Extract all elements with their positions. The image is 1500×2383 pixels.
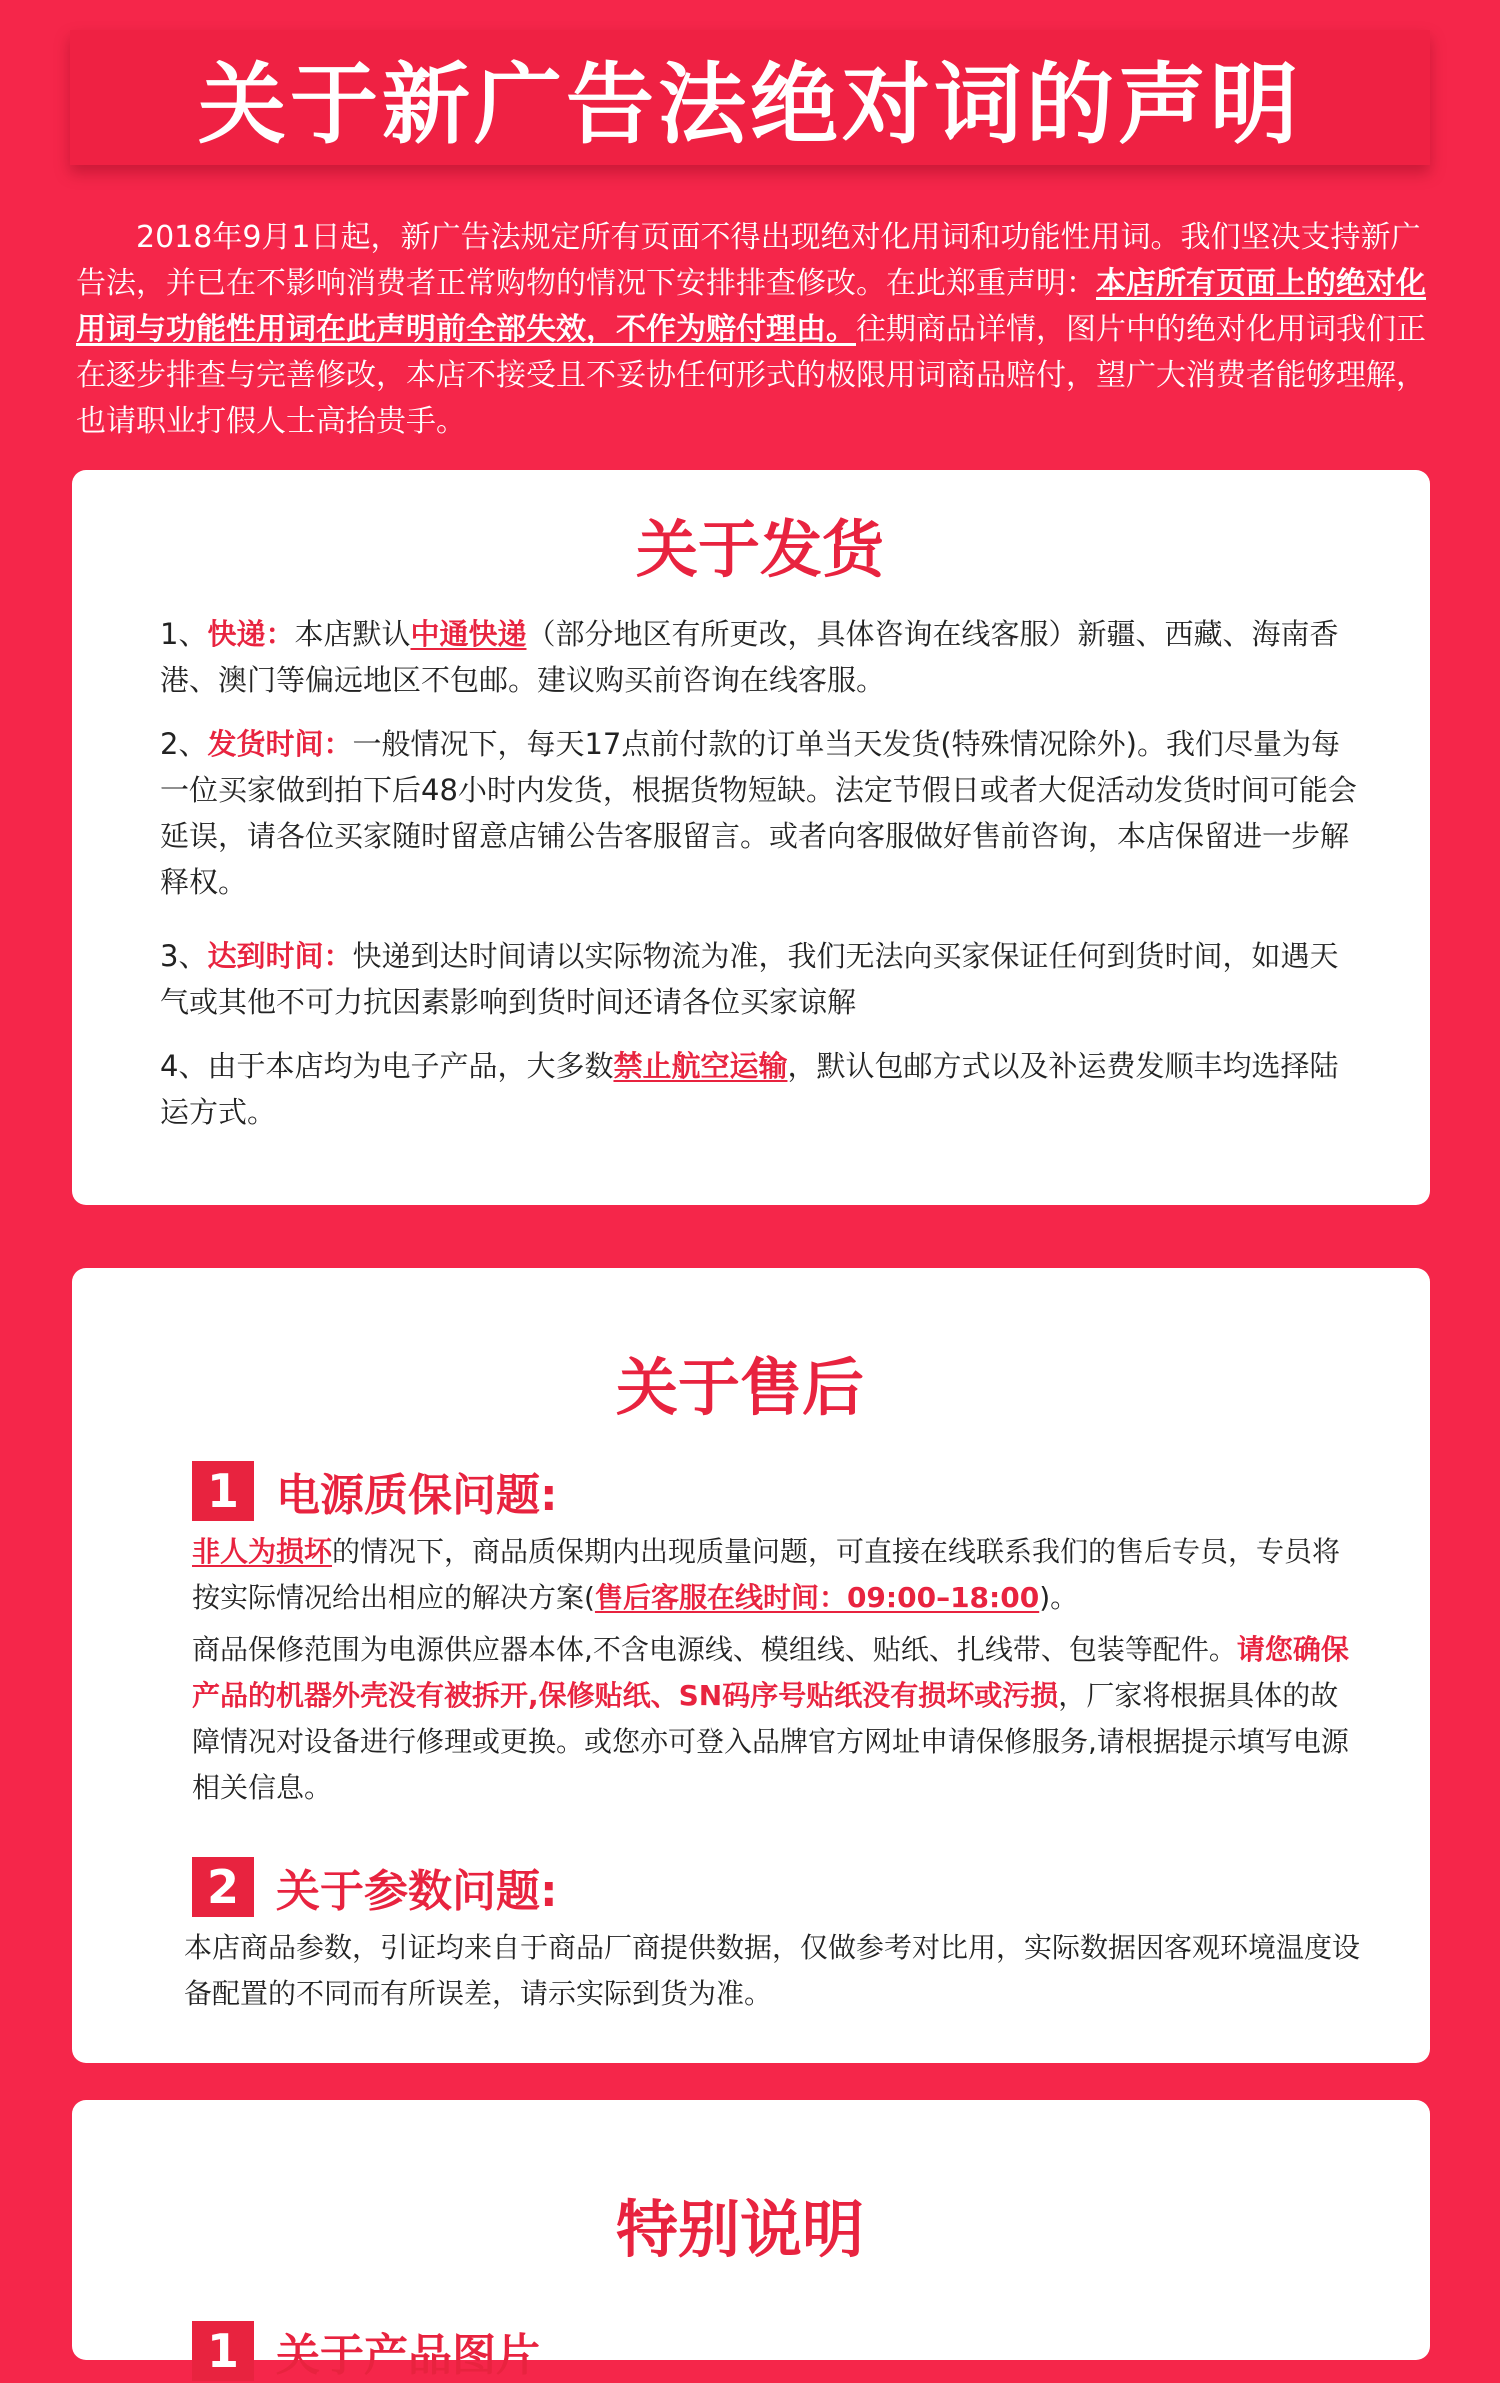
shipping-item-dispatch-time (160, 721, 1360, 905)
item-text: 一般情况下，每天17点前付款的订单当天发货(特殊情况除外)。我们尽量为每一位买家做到拍下后48小时内发货，根据货物短缺。法定节假日或者大促活动发货时间可能会延误，请各位买家随时留意店铺公告客服留言。或者向客服做好售前咨询，本店保留进一步解释权。 (160, 727, 1357, 899)
intro-text-1: 2018年9月1日起，新广告法规定所有页面不得出现绝对化用词和功能性用词。我们坚决支持新广告法，并已在不影响消费者正常购物的情况下安排排查修改。在此郑重声明： (76, 220, 1421, 301)
header-banner (70, 30, 1430, 165)
item-label: 达到时间： (207, 939, 353, 973)
item-number: 4、 (160, 1049, 208, 1083)
courier-name: 中通快递 (410, 617, 527, 651)
intro-highlight: 本店所有页面上的绝对化用词与功能性用词在此声明前全部失效，不作为赔付理由。 (76, 266, 1426, 347)
shipping-item-arrival-time (160, 933, 1360, 1025)
section-header-product-images (192, 2319, 1360, 2383)
section-number-badge: 1 (192, 2321, 254, 2381)
item-text: ，默认包邮方式以及补运费发顺丰均选择陆运方式。 (160, 1049, 1339, 1129)
section-title: 关于参数问题: (276, 1866, 558, 1917)
warranty-paragraph-1 (192, 1529, 1360, 1621)
shipping-title: 关于发货 (635, 513, 884, 586)
special-notes-title: 特别说明 (615, 2193, 864, 2266)
shipping-card (72, 470, 1430, 1205)
intro-paragraph (76, 215, 1436, 445)
item-number: 3、 (160, 939, 208, 973)
page-title: 关于新广告法绝对词的声明 (197, 52, 1302, 156)
warranty-paragraph-2 (192, 1627, 1360, 1811)
no-air-transport: 禁止航空运输 (613, 1049, 788, 1083)
intro-text-2: 往期商品详情，图片中的绝对化用词我们正在逐步排查与完善修改，本店不接受且不妥协任何形式的极限用词商品赔付，望广大消费者能够理解，也请职业打假人士高抬贵手。 (76, 312, 1426, 439)
item-number: 1、 (160, 617, 208, 651)
shipping-item-transport (160, 1043, 1360, 1135)
non-human-damage: 非人为损坏 (192, 1535, 333, 1568)
paragraph-text: 的情况下，商品质保期内出现质量问题，可直接在线联系我们的售后专员，专员将按实际情况给出相应的解决方案( (192, 1535, 1341, 1614)
warranty-condition: 请您确保产品的机器外壳没有被拆开,保修贴纸、SN码序号贴纸没有损坏或污损 (192, 1633, 1349, 1712)
after-sales-card (72, 1268, 1430, 2063)
section-header-parameters (192, 1855, 1360, 1919)
section-number-badge: 2 (192, 1857, 254, 1917)
intro-statement (76, 215, 1436, 445)
item-label: 快递： (207, 617, 295, 651)
special-notes-card (72, 2100, 1430, 2381)
paragraph-text: ，厂家将根据具体的故障情况对设备进行修理或更换。或您亦可登入品牌官方网址申请保修服务,请根据提示填写电源相关信息。 (192, 1679, 1349, 1804)
item-text: 由于本店均为电子产品，大多数 (207, 1049, 614, 1083)
paragraph-text: )。 (1039, 1581, 1079, 1614)
item-text: （部分地区有所更改，具体咨询在线客服）新疆、西藏、海南香港、澳门等偏远地区不包邮。建议购买前咨询在线客服。 (160, 617, 1339, 697)
section-number-badge: 1 (192, 1461, 254, 1521)
shipping-item-courier (160, 611, 1360, 703)
parameters-paragraph: 本店商品参数，引证均来自于商品厂商提供数据，仅做参考对比用，实际数据因客观环境温度设备配置的不同而有所误差，请示实际到货为准。 (184, 1931, 1361, 2010)
spacer (120, 1817, 1360, 1855)
section-header-power-warranty (192, 1459, 1360, 1523)
item-label: 发货时间： (207, 727, 353, 761)
paragraph-text: 商品保修范围为电源供应器本体,不含电源线、模组线、贴纸、扎线带、包装等配件。 (192, 1633, 1237, 1666)
service-hours: 售后客服在线时间：09:00–18:00 (594, 1581, 1040, 1614)
item-number: 2、 (160, 727, 208, 761)
item-text: 快递到达时间请以实际物流为准，我们无法向买家保证任何到货时间，如遇天气或其他不可力抗因素影响到货时间还请各位买家谅解 (160, 939, 1339, 1019)
item-text: 本店默认 (294, 617, 411, 651)
section-title: 电源质保问题: (276, 1470, 558, 1521)
after-sales-title: 关于售后 (615, 1351, 864, 1424)
section-title: 关于产品图片 (276, 2330, 540, 2381)
